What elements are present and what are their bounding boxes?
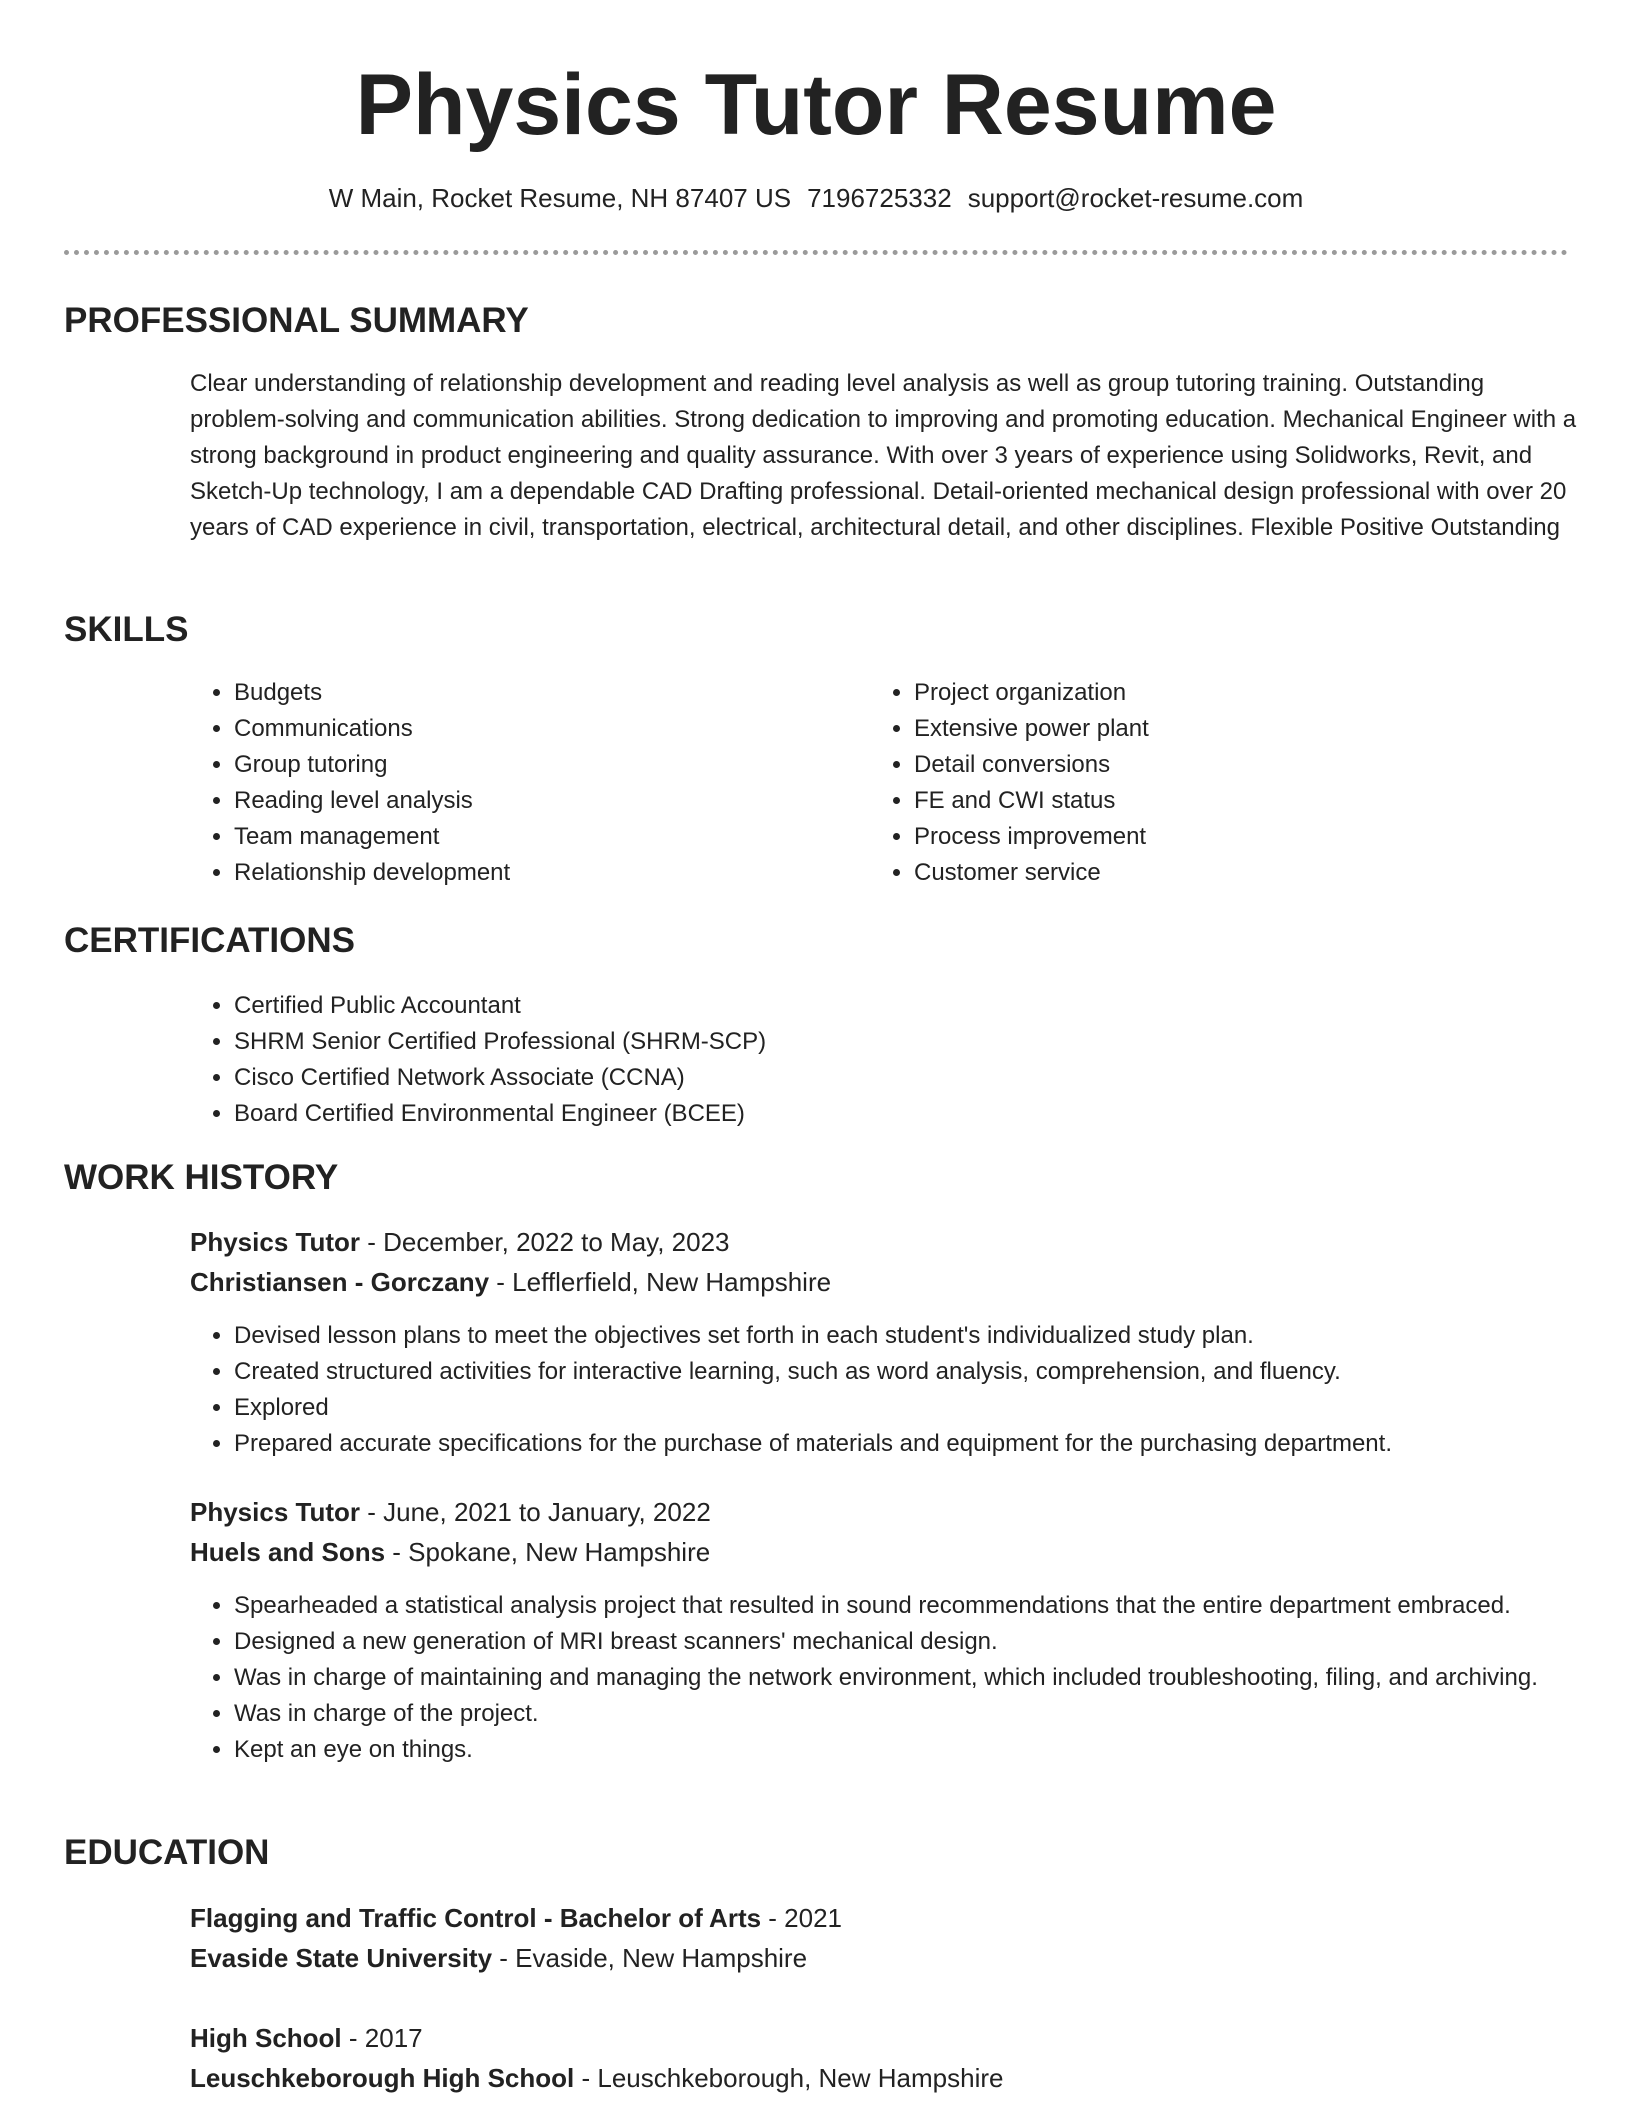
job-title: Physics Tutor (190, 1497, 361, 1527)
skill-item: • Budgets (234, 675, 790, 711)
job-location: - Lefflerfield, New Hampshire (489, 1267, 832, 1297)
skill-item: • Group tutoring (234, 747, 790, 783)
education-entry (190, 2018, 1590, 2098)
education-degree: High School (190, 2023, 342, 2053)
education-year: - 2017 (341, 2023, 423, 2053)
skills-right-column (870, 675, 1470, 891)
job-bullet: • Designed a new generation of MRI breast scanners' mechanical design. (234, 1624, 1590, 1660)
education-location: - Leuschkeborough, New Hampshire (574, 2063, 1004, 2093)
education-heading: EDUCATION (64, 1833, 270, 1872)
certification-item: • Cisco Certified Network Associate (CCNA) (234, 1060, 1590, 1096)
work-history-heading: WORK HISTORY (64, 1158, 339, 1197)
job-company: Christiansen - Gorczany (190, 1267, 490, 1297)
job-dates: - December, 2022 to May, 2023 (360, 1227, 730, 1257)
education-degree-line (190, 1898, 1590, 1938)
education-location: - Evaside, New Hampshire (492, 1943, 808, 1973)
job-company: Huels and Sons (190, 1537, 386, 1567)
job-location: - Spokane, New Hampshire (385, 1537, 711, 1567)
education-school: Leuschkeborough High School (190, 2063, 575, 2093)
summary-text: Clear understanding of relationship development and reading level analysis as well as group tutoring training. Outstanding problem-solving and communication abilities. Strong dedication to improving and promoting education. Mechanical Engineer with a strong background in product engineering and quality assurance. With over 3 years of experience using Solidworks, Revit, and Sketch-Up technology, I am a dependable CAD Drafting professional. Detail-oriented mechanical design professional with over 20 years of CAD experience in civil, transportation, electrical, architectural detail, and other disciplines. Flexible Positive Outstanding (190, 370, 1577, 541)
skill-item: • Process improvement (914, 819, 1470, 855)
skills-left-column (190, 675, 790, 891)
job-entry (190, 1492, 1590, 1572)
job-company-line (190, 1262, 1590, 1302)
job-dates: - June, 2021 to January, 2022 (360, 1497, 711, 1527)
job-bullet: • Was in charge of maintaining and managing the network environment, which included troubleshooting, filing, and archiving. (234, 1660, 1590, 1696)
education-school-line (190, 1938, 1590, 1978)
job-title-line (190, 1222, 1590, 1262)
education-degree: Flagging and Traffic Control - Bachelor of Arts (190, 1903, 762, 1933)
skill-item: • FE and CWI status (914, 783, 1470, 819)
resume-title: Physics Tutor Resume (355, 57, 1277, 153)
skill-item: • Reading level analysis (234, 783, 790, 819)
education-school: Evaside State University (190, 1943, 493, 1973)
contact-address: W Main, Rocket Resume, NH 87407 US (328, 183, 792, 213)
job-bullet: • Prepared accurate specifications for the purchase of materials and equipment for the purchasing department. (234, 1426, 1590, 1462)
job-company-line (190, 1532, 1590, 1572)
skill-item: • Detail conversions (914, 747, 1470, 783)
certifications-heading: CERTIFICATIONS (64, 921, 356, 960)
skill-item: • Customer service (914, 855, 1470, 891)
certification-item: • SHRM Senior Certified Professional (SHRM-SCP) (234, 1024, 1590, 1060)
job-bullets (190, 1588, 1590, 1768)
skills-heading: SKILLS (64, 610, 189, 649)
contact-phone: 7196725332 (807, 183, 952, 213)
job-bullets (190, 1318, 1590, 1462)
education-year: - 2021 (761, 1903, 843, 1933)
skill-item: • Project organization (914, 675, 1470, 711)
summary-heading: PROFESSIONAL SUMMARY (64, 301, 529, 340)
header-divider (64, 250, 1568, 255)
education-school-line (190, 2058, 1590, 2098)
skill-item: • Relationship development (234, 855, 790, 891)
contact-email: support@rocket-resume.com (967, 183, 1304, 213)
job-title-line (190, 1492, 1590, 1532)
skill-item: • Team management (234, 819, 790, 855)
skill-item: • Communications (234, 711, 790, 747)
education-degree-line (190, 2018, 1590, 2058)
job-bullet: • Explored (234, 1390, 1590, 1426)
job-bullet: • Created structured activities for interactive learning, such as word analysis, comprehension, and fluency. (234, 1354, 1590, 1390)
certifications-list (190, 988, 1590, 1132)
job-bullet: • Was in charge of the project. (234, 1696, 1590, 1732)
job-entry (190, 1222, 1590, 1302)
contact-line (0, 180, 1632, 216)
certification-item: • Certified Public Accountant (234, 988, 1590, 1024)
education-entry (190, 1898, 1590, 1978)
job-bullet: • Kept an eye on things. (234, 1732, 1590, 1768)
job-bullet: • Spearheaded a statistical analysis project that resulted in sound recommendations that the entire department embraced. (234, 1588, 1590, 1624)
job-bullet: • Devised lesson plans to meet the objectives set forth in each student's individualized study plan. (234, 1318, 1590, 1354)
certification-item: • Board Certified Environmental Engineer (BCEE) (234, 1096, 1590, 1132)
skill-item: • Extensive power plant (914, 711, 1470, 747)
job-title: Physics Tutor (190, 1227, 361, 1257)
